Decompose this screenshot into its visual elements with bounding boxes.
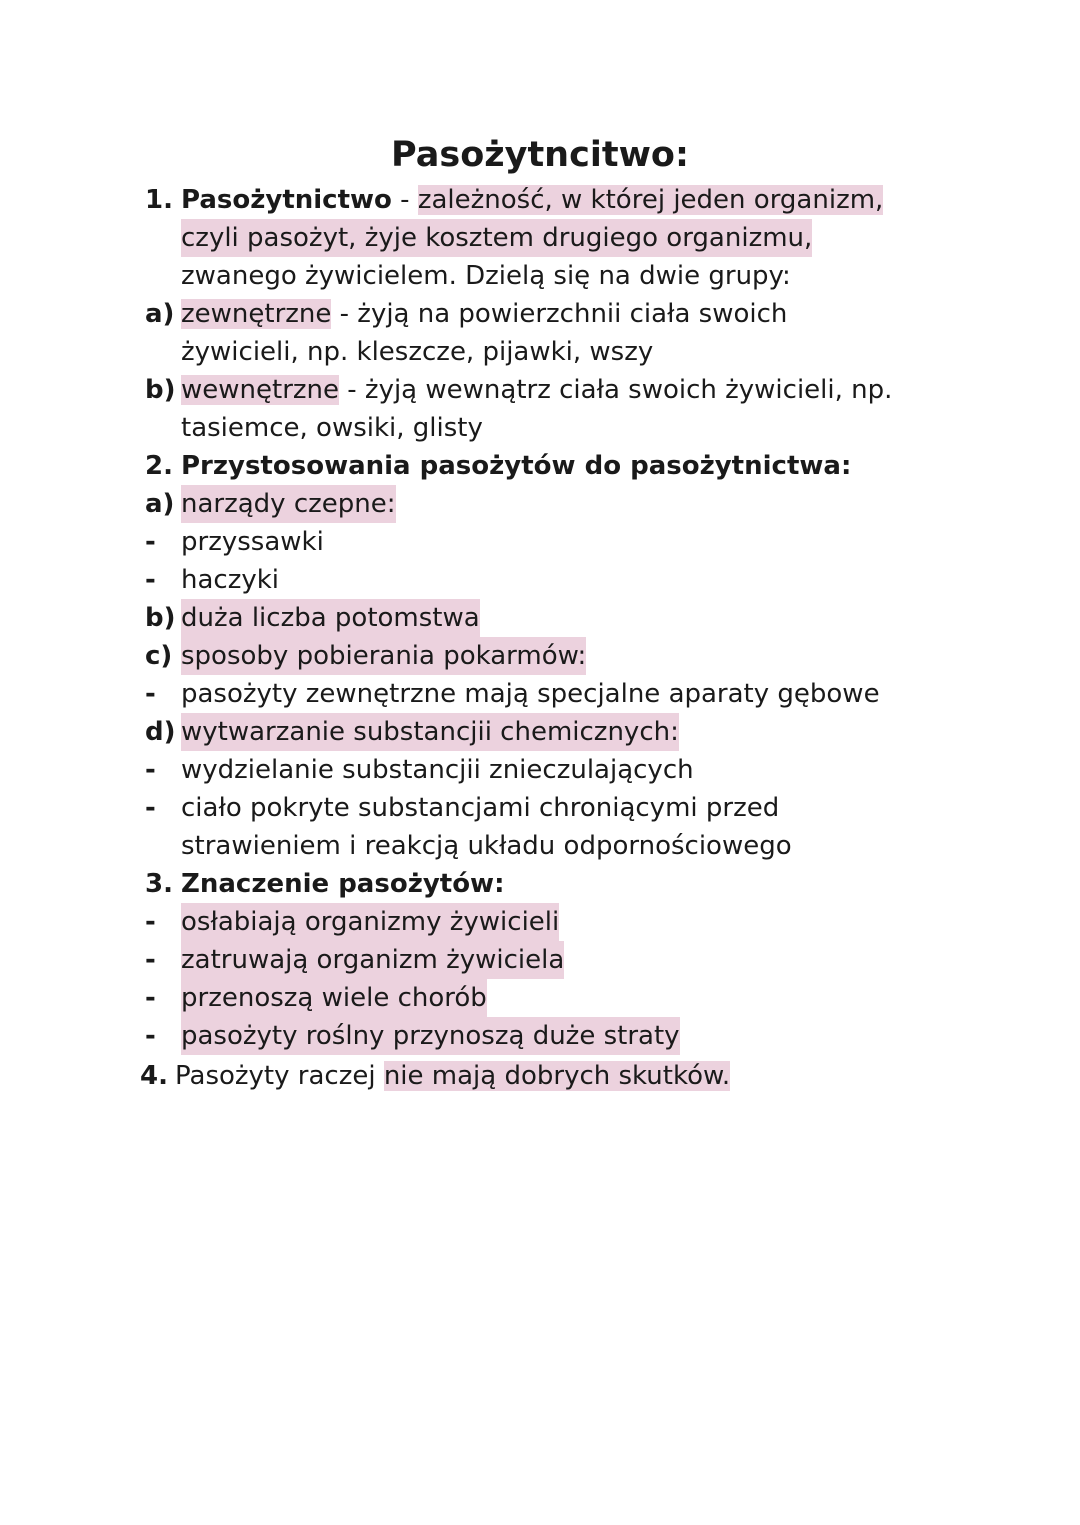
list-letter: b) xyxy=(145,603,176,633)
dash-bullet: - xyxy=(145,907,156,937)
term-pasozytnictwo: Pasożytnictwo xyxy=(181,185,392,215)
definition-text: Pasożytnictwo - zależność, w której jeden organizm, xyxy=(181,185,884,215)
list-letter: c) xyxy=(145,641,173,671)
list-number: 3. xyxy=(145,869,173,899)
highlighted-definition: zależność, w której jeden organizm, xyxy=(417,185,884,215)
section-heading: Znaczenie pasożytów: xyxy=(181,869,505,899)
highlighted-definition: czyli pasożyt, żyje kosztem drugiego organizmu, xyxy=(181,219,812,257)
term-internal: wewnętrzne xyxy=(181,375,340,405)
page-title: Pasożytncitwo: xyxy=(391,135,689,175)
list-letter: b) xyxy=(145,375,176,405)
list-letter: a) xyxy=(145,299,175,329)
list-letter: a) xyxy=(145,489,175,519)
list-number: 2. xyxy=(145,451,173,481)
term-external: zewnętrzne xyxy=(181,299,332,329)
plain-text: zwanego żywicielem. Dzielą się na dwie grupy: xyxy=(181,261,791,291)
dash-bullet: - xyxy=(145,983,156,1013)
list-letter: d) xyxy=(145,717,176,747)
dash-bullet: - xyxy=(145,1021,156,1051)
dash-bullet: - xyxy=(145,527,156,557)
dash-bullet: - xyxy=(145,793,156,823)
dash-bullet: - xyxy=(145,679,156,709)
dash-bullet: - xyxy=(145,755,156,785)
list-number: 1. xyxy=(145,185,173,215)
list-number: 4. xyxy=(140,1061,168,1091)
dash-bullet: - xyxy=(145,565,156,595)
plain-text: Pasożyty raczej xyxy=(175,1061,384,1091)
section-heading: Przystosowania pasożytów do pasożytnictwa: xyxy=(181,451,852,481)
dash-bullet: - xyxy=(145,945,156,975)
document-page: Pasożytncitwo: 1. Pasożytnictwo - zależność, w której jeden organizm, czyli pasożyt, żyje kosztem drugiego organizmu, zwanego żywicielem. Dzielą się na dwie grupy: a) zewnętrzne - żyją na powierzchnii ciała swoich żywicieli, np. kleszcze, pijawki, wszy b) wewnętrzne - żyją wewnątrz ciała swoich żywicieli, np. tasiemce, owsiki, glisty 2. Przystosowania pasożytów do pasożytnictwa: a) narządy czepne: - przyssawki - haczyki b) duża liczba potomstwa c) sposoby pobierania pokarmów: - pasożyty zewnętrzne mają specjalne aparaty gębowe d) wytwarzanie substancjii chemicznych: - wydzielanie substancjii znieczulających - ciało pokryte substancjami chroniącymi przed strawieniem i reakcją układu odpornościowego 3. Znaczenie pasożytów: - osłabiają organizmy żywicieli - zatruwają organizm żywiciela - przenoszą wiele chorób - pasożyty roślny przynoszą duże straty 4. Pasożyty raczej nie mają dobrych skutków. xyxy=(0,0,1080,1525)
highlighted-conclusion: nie mają dobrych skutków. xyxy=(383,1061,731,1091)
